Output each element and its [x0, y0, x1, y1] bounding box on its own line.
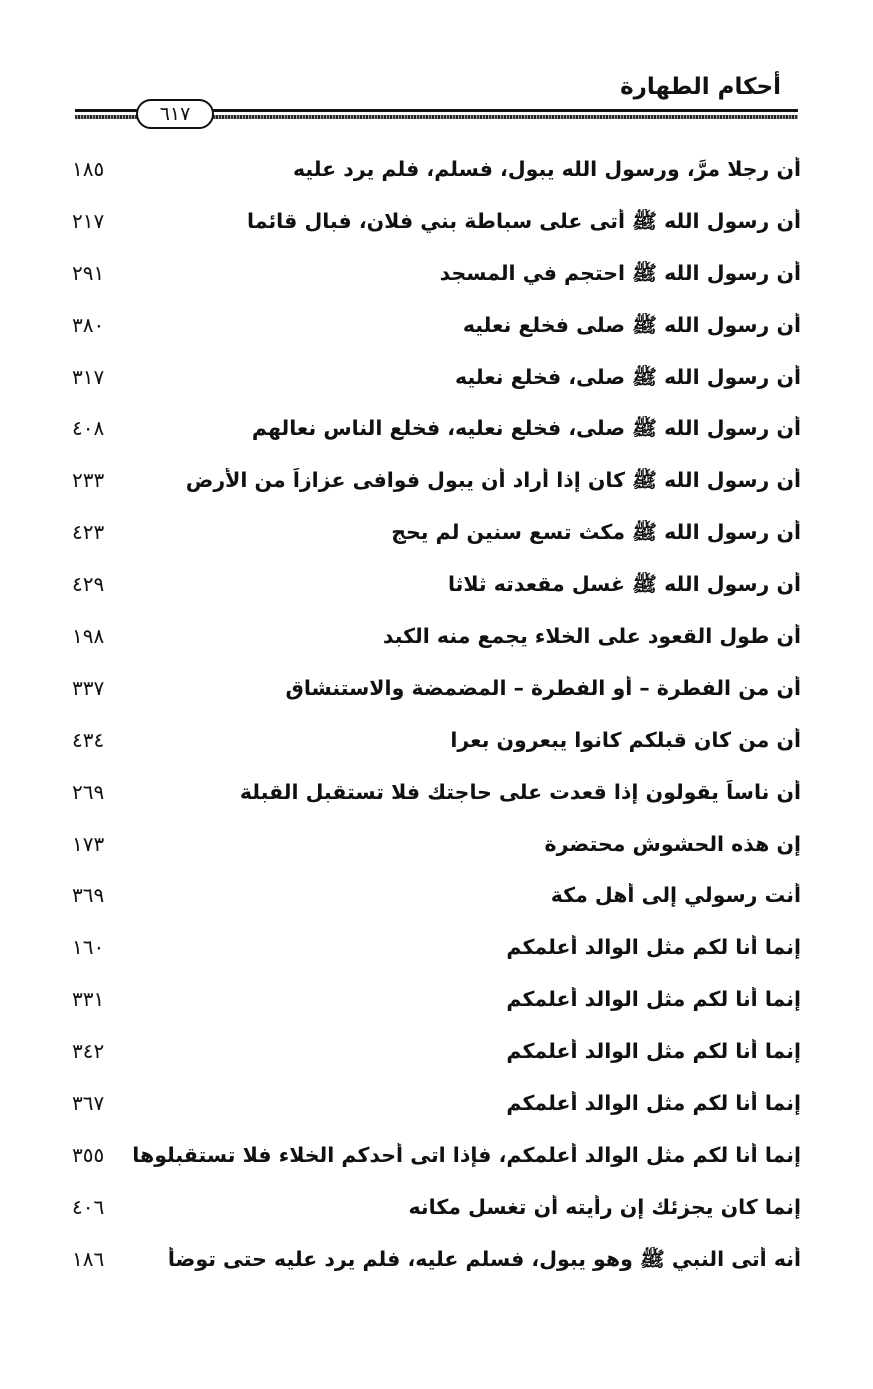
entry-text: أن من الفطرة – أو الفطرة – المضمضة والاستنشاق [285, 675, 801, 700]
index-entry [0, 201, 873, 253]
entry-text: إنما أنا لكم مثل الوالد أعلمكم [506, 1039, 801, 1064]
entry-text: أن رسول الله ﷺ مكث تسع سنين لم يحج [391, 520, 801, 545]
index-entry [0, 772, 873, 824]
entry-text: أن من كان قبلكم كانوا يبعرون بعرا [450, 727, 801, 752]
entry-text: أن ناساً يقولون إذا قعدت على حاجتك فلا تستقبل القبلة [239, 779, 801, 804]
index-entry [0, 1135, 873, 1187]
entry-page-number: ٢٦٩ [72, 779, 105, 804]
entry-page-number: ٤٣٤ [72, 727, 105, 752]
entry-text: إنما أنا لكم مثل الوالد أعلمكم [506, 987, 801, 1012]
index-entry [0, 1031, 873, 1083]
entry-page-number: ٣٦٧ [72, 1091, 105, 1116]
page-number-badge: ٦١٧ [136, 99, 214, 129]
entry-text: إنما أنا لكم مثل الوالد أعلمكم، فإذا اتى أحدكم الخلاء فلا تستقبلوها [132, 1142, 801, 1167]
entry-page-number: ٢٣٣ [72, 468, 105, 493]
entry-text: أنه أتى النبي ﷺ وهو يبول، فسلم عليه، فلم يرد عليه حتى توضأ [167, 1246, 801, 1271]
entry-text: أن رسول الله ﷺ صلى، فخلع نعليه [455, 364, 801, 389]
entry-page-number: ٤٠٦ [72, 1194, 105, 1219]
entry-text: أن رسول الله ﷺ احتجم في المسجد [439, 260, 801, 285]
index-entry [0, 1187, 873, 1239]
entry-text: أن رسول الله ﷺ أتى على سباطة بني فلان، فبال قائما [247, 208, 801, 233]
entry-text: إنما كان يجزئك إن رأيته أن تغسل مكانه [408, 1194, 801, 1219]
entry-text: أن رسول الله ﷺ صلى فخلع نعليه [462, 312, 801, 337]
index-entry [0, 720, 873, 772]
entry-page-number: ٣٤٢ [72, 1039, 105, 1064]
index-entry [0, 824, 873, 876]
entry-text: أنت رسولي إلى أهل مكة [550, 883, 801, 908]
index-entry [0, 616, 873, 668]
entry-page-number: ١٩٨ [72, 624, 105, 649]
index-entry [0, 512, 873, 564]
index-entry [0, 564, 873, 616]
entry-page-number: ٤٢٩ [72, 572, 105, 597]
entry-page-number: ١٦٠ [72, 935, 105, 960]
entry-text: إنما أنا لكم مثل الوالد أعلمكم [506, 1091, 801, 1116]
entry-text: أن رسول الله ﷺ كان إذا أراد أن يبول فوافى عزازاً من الأرض [185, 468, 801, 493]
entry-page-number: ٣١٧ [72, 364, 105, 389]
entry-page-number: ١٨٦ [72, 1246, 105, 1271]
entry-text: أن رسول الله ﷺ صلى، فخلع نعليه، فخلع الناس نعالهم [251, 416, 801, 441]
index-entry [0, 875, 873, 927]
entry-text: أن رسول الله ﷺ غسل مقعدته ثلاثا [447, 572, 801, 597]
index-entry [0, 1083, 873, 1135]
entry-page-number: ٣٨٠ [72, 312, 105, 337]
book-title: أحكام الطهارة [620, 74, 781, 100]
entry-page-number: ٤٢٣ [72, 520, 105, 545]
index-list [0, 149, 873, 1291]
entry-page-number: ١٧٣ [72, 831, 105, 856]
entry-page-number: ٣٦٩ [72, 883, 105, 908]
index-entry [0, 253, 873, 305]
index-entry [0, 1239, 873, 1291]
entry-page-number: ٢٩١ [72, 260, 105, 285]
index-entry [0, 149, 873, 201]
entry-page-number: ٣٥٥ [72, 1142, 105, 1167]
index-entry [0, 460, 873, 512]
index-entry [0, 668, 873, 720]
entry-text: إنما أنا لكم مثل الوالد أعلمكم [506, 935, 801, 960]
entry-page-number: ٤٠٨ [72, 416, 105, 441]
entry-page-number: ٢١٧ [72, 208, 105, 233]
entry-page-number: ١٨٥ [72, 157, 105, 181]
entry-page-number: ٣٣١ [72, 987, 105, 1012]
entry-page-number: ٣٣٧ [72, 675, 105, 700]
index-entry [0, 979, 873, 1031]
entry-text: أن طول القعود على الخلاء يجمع منه الكبد [382, 624, 801, 649]
index-entry [0, 408, 873, 460]
index-entry [0, 927, 873, 979]
index-entry [0, 357, 873, 409]
entry-text: إن هذه الحشوش محتضرة [544, 831, 801, 856]
index-entry [0, 305, 873, 357]
entry-text: أن رجلا مرَّ، ورسول الله يبول، فسلم، فلم يرد عليه [292, 157, 801, 181]
